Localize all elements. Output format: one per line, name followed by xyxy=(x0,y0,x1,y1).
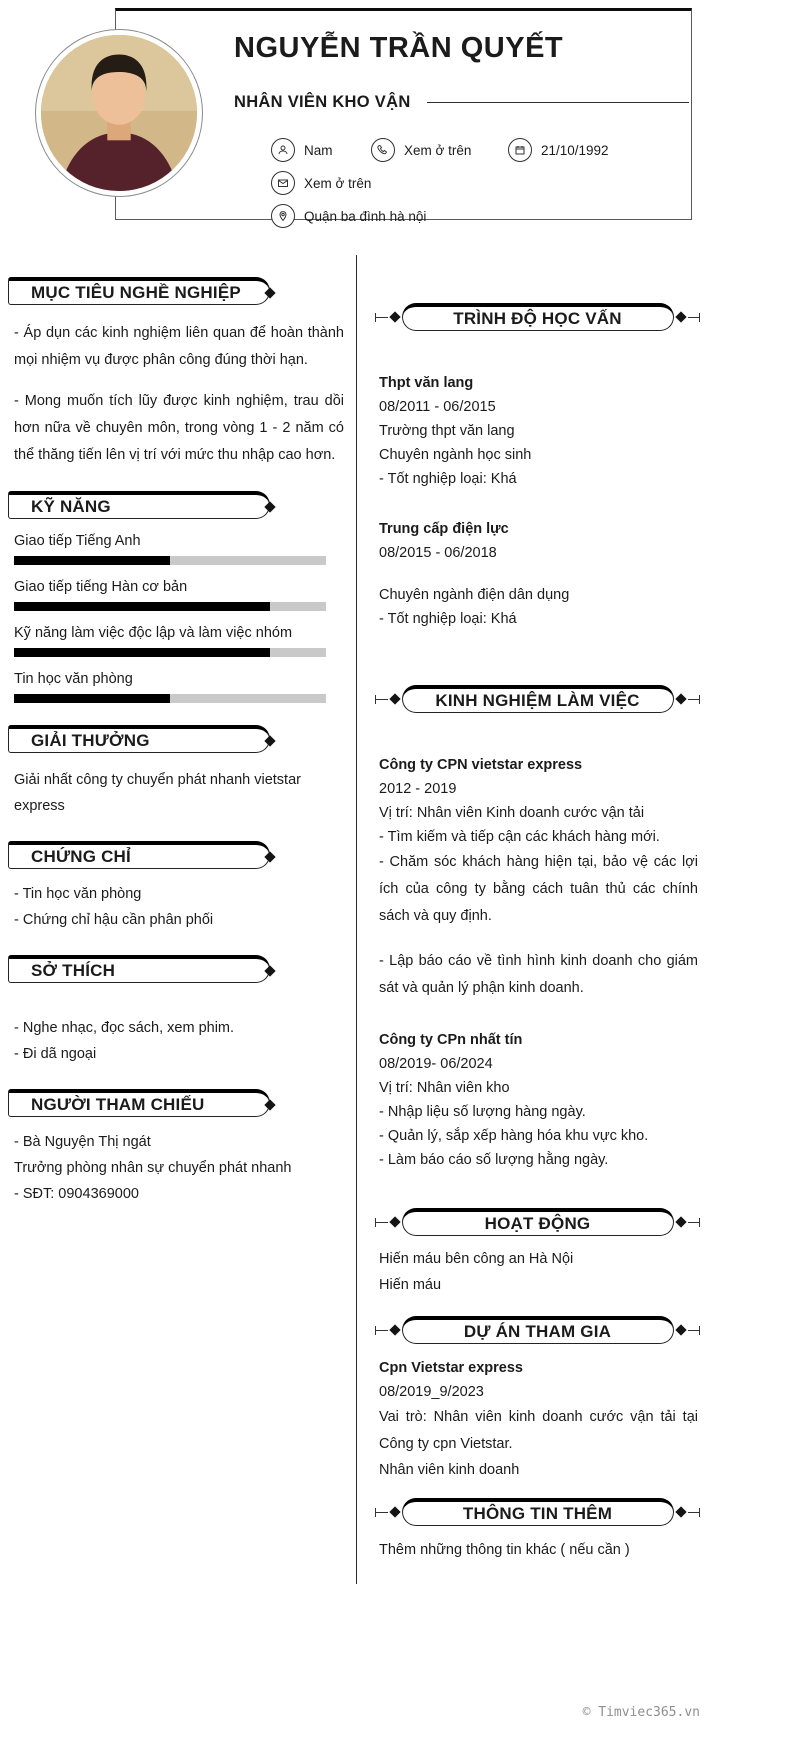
section-activities xyxy=(375,1208,700,1298)
contact-row-2 xyxy=(271,171,691,195)
section-title: KỸ NĂNG xyxy=(31,496,111,516)
watermark-credit: © Timviec365.vn xyxy=(582,1705,700,1720)
skill-item xyxy=(8,578,346,611)
skill-progress-bar xyxy=(14,694,326,703)
section-header-skills xyxy=(8,491,270,519)
awards-list xyxy=(8,767,346,819)
section-title: GIẢI THƯỞNG xyxy=(31,730,150,750)
section-header-education xyxy=(375,303,700,331)
contact-address-value: Quận ba đình hà nội xyxy=(304,208,427,224)
contact-email xyxy=(271,171,371,195)
certificates-list xyxy=(8,881,346,933)
section-title-pill xyxy=(402,685,674,713)
section-references xyxy=(8,1089,346,1207)
location-icon xyxy=(271,204,295,228)
phone-icon xyxy=(371,138,395,162)
section-objective xyxy=(8,277,346,469)
experience-role: Vị trí: Nhân viên kho xyxy=(379,1080,510,1096)
skill-item xyxy=(8,670,346,703)
award-item: Giải nhất công ty chuyển phát nhanh vietstar express xyxy=(14,772,301,814)
experience-bullet: - Nhập liệu số lượng hàng ngày. xyxy=(379,1104,586,1120)
header-line xyxy=(688,317,700,318)
section-title: THÔNG TIN THÊM xyxy=(462,1503,613,1523)
header-line xyxy=(376,1330,388,1331)
section-title: NGƯỜI THAM CHIẾU xyxy=(31,1094,205,1114)
header-line xyxy=(376,699,388,700)
calendar-icon xyxy=(508,138,532,162)
experience-bullet: - Chăm sóc khách hàng hiện tại, bảo vệ các lợi ích của công ty bằng cách tuân thủ các chính sách và quy định. xyxy=(379,854,698,924)
education-line: - Tốt nghiệp loại: Khá xyxy=(379,471,517,487)
section-certificates xyxy=(8,841,346,933)
section-header-objective xyxy=(8,277,270,305)
section-header-awards xyxy=(8,725,270,753)
experience-bullet: - Tìm kiếm và tiếp cận các khách hàng mới. xyxy=(379,829,660,845)
section-title: CHỨNG CHỈ xyxy=(31,846,131,866)
experience-bullet: - Làm báo cáo số lượng hằng ngày. xyxy=(379,1152,609,1168)
header-line xyxy=(688,1330,700,1331)
experience-bullet: - Quản lý, sắp xếp hàng hóa khu vực kho. xyxy=(379,1128,649,1144)
header-line xyxy=(688,699,700,700)
diamond-marker xyxy=(264,1099,275,1110)
content-columns xyxy=(0,255,800,1584)
section-title-pill xyxy=(402,1498,674,1526)
section-header-activities xyxy=(375,1208,700,1236)
section-header-more-info xyxy=(375,1498,700,1526)
more-info-list xyxy=(375,1538,700,1562)
job-title-row xyxy=(234,79,691,125)
skill-label: Kỹ năng làm việc độc lập và làm việc nhóm xyxy=(14,625,293,641)
section-title-pill xyxy=(402,1316,674,1344)
project-line: Vai trò: Nhân viên kinh doanh cước vận tải tại Công ty cpn Vietstar. xyxy=(379,1409,698,1452)
section-header-hobbies xyxy=(8,955,270,983)
skill-progress-fill xyxy=(14,556,170,565)
activity-item: Hiến máu bên công an Hà Nội xyxy=(379,1251,574,1267)
contact-birthday-value: 21/10/1992 xyxy=(541,142,609,158)
company-name: Công ty CPN vietstar express xyxy=(379,757,583,773)
experience-entry xyxy=(375,1028,700,1172)
section-header-references xyxy=(8,1089,270,1117)
education-entry xyxy=(375,371,700,491)
title-underline xyxy=(427,102,689,103)
hobby-item: - Đi dã ngoại xyxy=(14,1046,97,1062)
profile-photo xyxy=(36,30,202,196)
section-awards xyxy=(8,725,346,819)
header-line xyxy=(376,1222,388,1223)
diamond-marker xyxy=(675,311,686,322)
skill-progress-bar xyxy=(14,648,326,657)
school-name: Thpt văn lang xyxy=(379,375,474,391)
section-title-pill xyxy=(402,1208,674,1236)
diamond-marker xyxy=(264,501,275,512)
diamond-marker xyxy=(264,735,275,746)
section-header-experience xyxy=(375,685,700,713)
company-name: Công ty CPn nhất tín xyxy=(379,1032,523,1048)
line-end-tick xyxy=(699,313,700,322)
section-title-pill xyxy=(402,303,674,331)
diamond-marker xyxy=(675,1506,686,1517)
skill-item xyxy=(8,532,346,565)
skill-progress-bar xyxy=(14,602,326,611)
job-title: NHÂN VIÊN KHO VẬN xyxy=(234,92,411,111)
project-period: 08/2019_9/2023 xyxy=(379,1384,484,1400)
section-more-info xyxy=(375,1498,700,1562)
cv-header xyxy=(0,0,800,255)
header-line xyxy=(688,1222,700,1223)
diamond-marker xyxy=(389,311,400,322)
contact-email-value: Xem ở trên xyxy=(304,175,372,191)
diamond-marker xyxy=(389,1324,400,1335)
activity-item: Hiến máu xyxy=(379,1277,442,1293)
education-line: Chuyên ngành điện dân dụng xyxy=(379,587,570,603)
education-period: 08/2011 - 06/2015 xyxy=(379,399,496,415)
contact-info xyxy=(271,138,691,228)
skill-progress-bar xyxy=(14,556,326,565)
person-icon xyxy=(271,138,295,162)
diamond-marker xyxy=(675,1324,686,1335)
reference-item: - SĐT: 0904369000 xyxy=(14,1186,139,1202)
education-line: - Tốt nghiệp loại: Khá xyxy=(379,611,517,627)
avatar-illustration xyxy=(41,35,197,191)
contact-gender-value: Nam xyxy=(304,142,333,158)
section-education xyxy=(375,303,700,631)
section-title: DỰ ÁN THAM GIA xyxy=(463,1321,612,1341)
diamond-marker xyxy=(389,693,400,704)
skill-label: Tin học văn phòng xyxy=(14,671,133,687)
skill-progress-fill xyxy=(14,648,270,657)
skill-label: Giao tiếp Tiếng Anh xyxy=(14,533,141,549)
education-line: Trường thpt văn lang xyxy=(379,423,515,439)
skill-progress-fill xyxy=(14,602,270,611)
diamond-marker xyxy=(264,287,275,298)
contact-address xyxy=(271,204,426,228)
certificate-item: - Tin học văn phòng xyxy=(14,886,142,902)
line-end-tick xyxy=(699,695,700,704)
experience-period: 08/2019- 06/2024 xyxy=(379,1056,493,1072)
skills-list xyxy=(8,532,346,703)
header-line xyxy=(688,1512,700,1513)
objective-paragraph: - Mong muốn tích lũy được kinh nghiệm, trau dồi hơn nữa về chuyên môn, trong vòng 1 - 2 năm có thể thăng tiến lên vị trí với mức thu nhập cao hơn. xyxy=(14,393,344,463)
section-header-projects xyxy=(375,1316,700,1344)
section-title: TRÌNH ĐỘ HỌC VẤN xyxy=(453,308,622,328)
experience-role: Vị trí: Nhân viên Kinh doanh cước vận tải xyxy=(379,805,645,821)
activities-list xyxy=(375,1246,700,1298)
school-name: Trung cấp điện lực xyxy=(379,521,509,537)
reference-item: - Bà Nguyện Thị ngát xyxy=(14,1134,151,1150)
section-experience xyxy=(375,685,700,1172)
mail-icon xyxy=(271,171,295,195)
section-title: MỤC TIÊU NGHỀ NGHIỆP xyxy=(31,282,241,302)
skill-label: Giao tiếp tiếng Hàn cơ bản xyxy=(14,579,188,595)
diamond-marker xyxy=(264,965,275,976)
project-name: Cpn Vietstar express xyxy=(379,1360,523,1376)
header-line xyxy=(376,317,388,318)
experience-entry xyxy=(375,753,700,1002)
diamond-marker xyxy=(264,851,275,862)
education-entry xyxy=(375,517,700,631)
diamond-marker xyxy=(389,1216,400,1227)
hobby-item: - Nghe nhạc, đọc sách, xem phim. xyxy=(14,1020,235,1036)
hobbies-list xyxy=(8,1015,346,1067)
contact-row-3 xyxy=(271,204,691,228)
project-entry xyxy=(375,1356,700,1482)
skill-item xyxy=(8,624,346,657)
header-line xyxy=(376,1512,388,1513)
contact-row-1 xyxy=(271,138,691,162)
line-end-tick xyxy=(699,1508,700,1517)
project-line: Nhân viên kinh doanh xyxy=(379,1462,520,1478)
contact-gender xyxy=(271,138,371,162)
references-list xyxy=(8,1129,346,1207)
right-column xyxy=(357,255,800,1584)
section-title: HOẠT ĐỘNG xyxy=(484,1213,591,1233)
section-skills xyxy=(8,491,346,703)
certificate-item: - Chứng chỉ hậu cần phân phối xyxy=(14,912,214,928)
left-column xyxy=(0,255,356,1584)
section-projects xyxy=(375,1316,700,1482)
objective-paragraph: - Áp dụn các kinh nghiệm liên quan để hoàn thành mọi nhiệm vụ được phân công đúng thời hạn. xyxy=(14,324,344,368)
section-hobbies xyxy=(8,955,346,1067)
experience-bullet: - Lập báo cáo về tình hình kinh doanh cho giám sát và quản lý phận kinh doanh. xyxy=(379,953,698,996)
section-title: SỞ THÍCH xyxy=(31,960,116,980)
contact-phone xyxy=(371,138,508,162)
section-header-certificates xyxy=(8,841,270,869)
objective-text xyxy=(8,320,346,470)
line-end-tick xyxy=(699,1326,700,1335)
contact-phone-value: Xem ở trên xyxy=(404,142,472,158)
skill-progress-fill xyxy=(14,694,170,703)
line-end-tick xyxy=(699,1218,700,1227)
more-info-item: Thêm những thông tin khác ( nếu cần ) xyxy=(379,1542,630,1558)
experience-period: 2012 - 2019 xyxy=(379,781,457,797)
section-title: KINH NGHIỆM LÀM VIỆC xyxy=(435,690,640,710)
diamond-marker xyxy=(389,1506,400,1517)
candidate-name: NGUYỄN TRẦN QUYẾT xyxy=(234,32,564,64)
diamond-marker xyxy=(675,1216,686,1227)
education-line: Chuyên ngành học sinh xyxy=(379,447,532,463)
diamond-marker xyxy=(675,693,686,704)
contact-birthday xyxy=(508,138,609,162)
reference-item: Trưởng phòng nhân sự chuyển phát nhanh xyxy=(14,1160,292,1176)
education-period: 08/2015 - 06/2018 xyxy=(379,545,497,561)
